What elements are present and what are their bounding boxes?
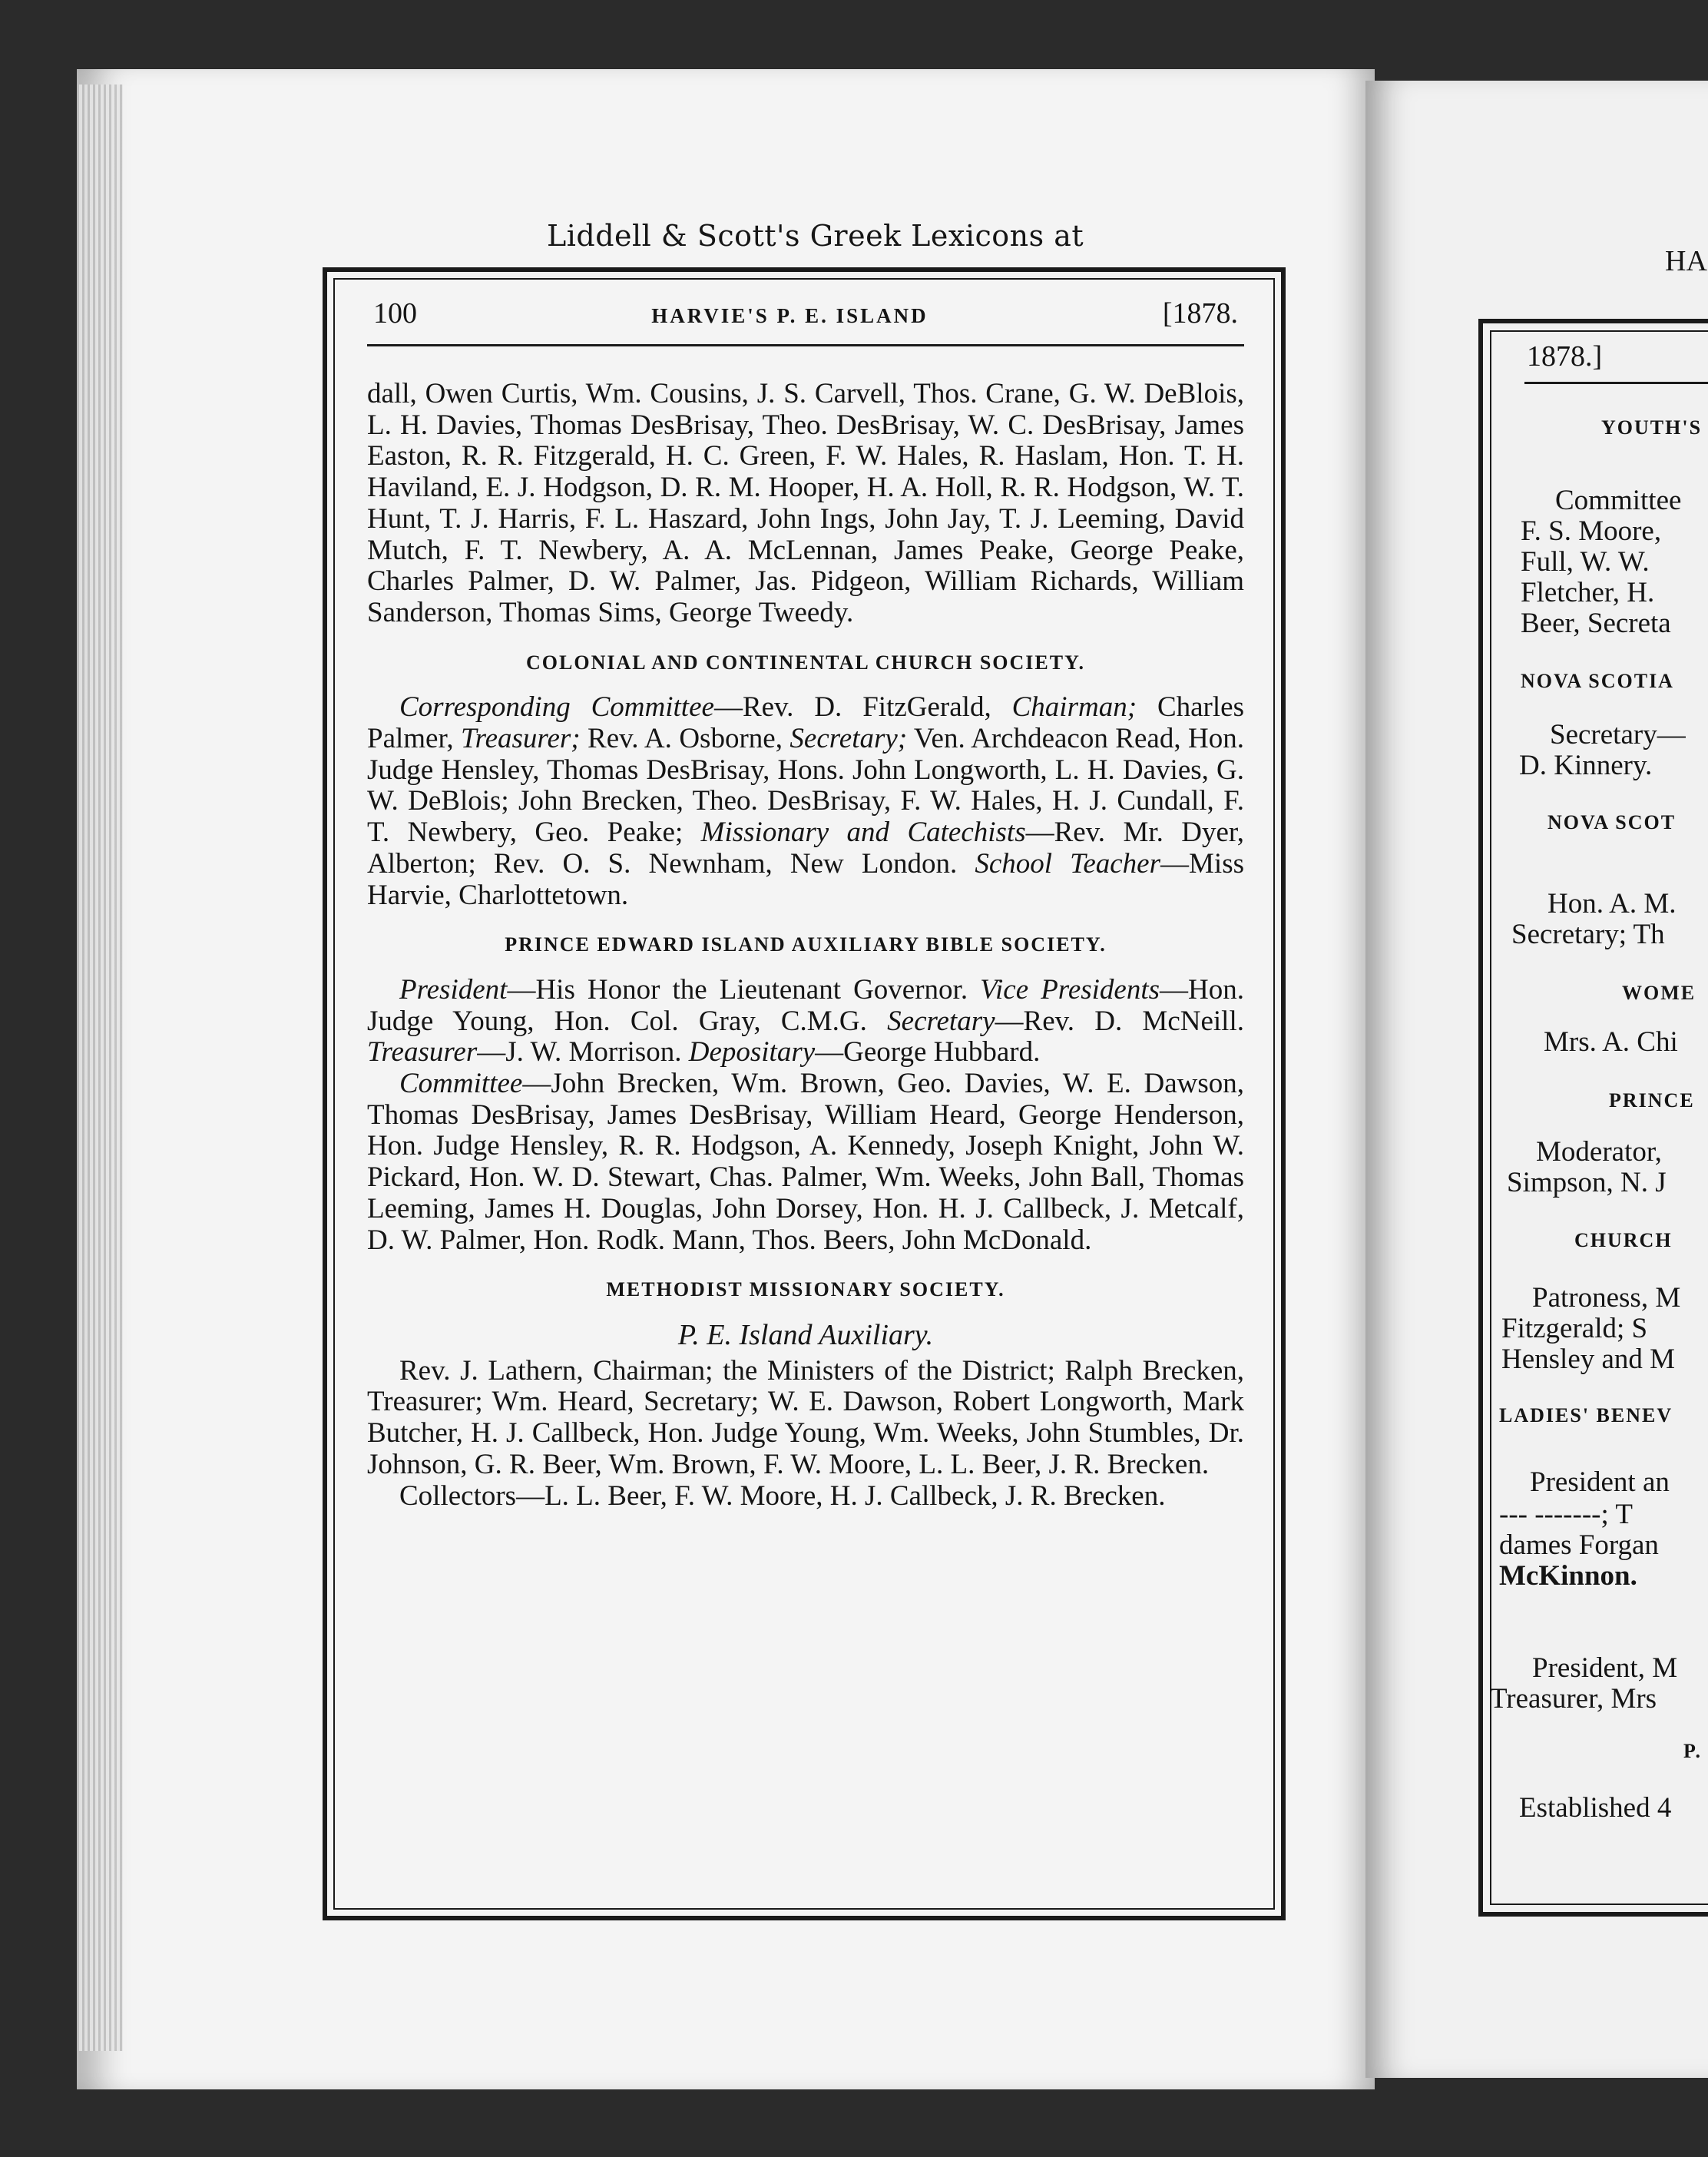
page-number: 100 — [373, 297, 417, 330]
bible-society-heading: PRINCE EDWARD ISLAND AUXILIARY BIBLE SOCIETY. — [505, 933, 1107, 956]
right-line: Hon. A. M. — [1547, 888, 1677, 919]
role-label: Vice Presidents — [980, 973, 1160, 1006]
running-header — [367, 298, 1244, 346]
right-line: F. S. Moore, — [1521, 515, 1662, 547]
right-line: Fletcher, H. — [1521, 577, 1655, 608]
role-label: Chairman; — [1011, 691, 1137, 724]
role-text: Rev. A. Osborne, — [580, 723, 790, 755]
top-advertisement: Liddell & Scott's Greek Lexicons at — [547, 219, 1084, 253]
right-line: NOVA SCOT — [1547, 811, 1677, 833]
role-text: —J. W. Morrison. — [477, 1036, 689, 1069]
opening-paragraph: dall, Owen Curtis, Wm. Cousins, J. S. Carvell, Thos. Crane, G. W. DeBlois, L. H. Davies, Thomas DesBrisay, Theo. DesBrisay, W. C. DesBrisay, James Easton, R. R. Fitzgerald, H. C. Green, F. W. Hales, R. Haslam, Hon. T. H. Haviland, E. J. Hodgson, D. R. M. Hooper, H. A. Holl, R. R. Hodgson, W. T. Hunt, T. J. Harris, F. L. Haszard, John Ings, John Jay, T. J. Leeming, David Mutch, F. T. Newbery, A. A. McLennan, James Peake, George Peake, Charles Palmer, D. W. Palmer, Jas. Pidgeon, William Richards, William Sanderson, Thomas Sims, George Tweedy. — [367, 378, 1244, 628]
bible-society-committee — [367, 1069, 1244, 1256]
role-text: —John Brecken, Wm. Brown, Geo. Davies, W. E. Dawson, Thomas DesBrisay, James DesBrisay, William Heard, George Henderson, Hon. Judge Hensley, R. R. Hodgson, A. Kennedy, Joseph Knight, John W. Pickard, Hon. W. D. Stewart, Chas. Palmer, Wm. Weeks, John Ball, Thomas Leeming, James H. Douglas, John Dorsey, Hon. H. J. Callbeck, J. Metcalf, D. W. Palmer, Hon. Rodk. Mann, Thos. Beers, John McDonald. — [367, 1068, 1244, 1256]
role-text: —George Hubbard. — [815, 1036, 1041, 1069]
methodist-paragraph: Rev. J. Lathern, Chairman; the Ministers of the District; Ralph Brecken, Treasurer; Wm. Heard, Secretary; W. E. Dawson, Robert Longworth, Mark Butcher, H. J. Callbeck, Hon. Judge Young, Wm. Weeks, John Stumbles, Dr. Johnson, G. R. Beer, Wm. Brown, F. W. Moore, L. L. Beer, J. R. Brecken. — [367, 1354, 1244, 1480]
role-label: Depositary — [688, 1036, 816, 1069]
role-label: School Teacher — [975, 847, 1161, 880]
role-label: Committee — [399, 1068, 523, 1100]
role-label: Secretary; — [789, 723, 908, 755]
role-label: Corresponding Committee — [399, 691, 714, 724]
role-text: —Miss Harvie, Charlottetown. — [367, 847, 1244, 911]
right-line: Full, W. W. — [1521, 546, 1650, 578]
right-line: Secretary; Th — [1511, 919, 1665, 950]
right-line: Secretary— — [1550, 719, 1686, 750]
right-line: --- -------; T — [1499, 1499, 1633, 1530]
right-line: Simpson, N. J — [1507, 1167, 1667, 1198]
colonial-society-heading: COLONIAL AND CONTINENTAL CHURCH SOCIETY. — [526, 651, 1085, 674]
right-line: PRINCE — [1609, 1089, 1695, 1112]
running-title: HARVIE'S P. E. ISLAND — [651, 304, 928, 327]
right-line: dames Forgan — [1499, 1529, 1659, 1561]
right-line: LADIES' BENEV — [1499, 1404, 1673, 1426]
methodist-subheading: P. E. Island Auxiliary. — [677, 1318, 934, 1351]
right-line: McKinnon. — [1499, 1560, 1637, 1592]
right-line: Beer, Secreta — [1521, 608, 1671, 639]
running-year: [1878. — [1162, 297, 1238, 330]
right-running-head: HA — [1665, 245, 1707, 277]
role-text: —His Honor the Lieutenant Governor. — [507, 973, 981, 1006]
right-line: Committee — [1555, 485, 1682, 516]
right-line: Treasurer, Mrs — [1490, 1683, 1657, 1715]
right-line: D. Kinnery. — [1519, 750, 1653, 781]
role-label: Missionary and Catechists — [700, 817, 1026, 849]
role-text: —Rev. Mr. Dyer, Alberton; Rev. O. S. Newnham, New London. — [367, 817, 1245, 880]
right-line: Established 4 — [1519, 1792, 1672, 1824]
right-line: President, M — [1532, 1652, 1678, 1684]
right-line: Hensley and M — [1501, 1344, 1676, 1375]
role-label: Secretary — [887, 1005, 995, 1037]
right-line: President an — [1530, 1466, 1670, 1498]
right-line: NOVA SCOTIA — [1521, 670, 1674, 692]
right-line: P. — [1683, 1740, 1702, 1762]
page-content — [367, 298, 1244, 1896]
right-line: Patroness, M — [1532, 1282, 1681, 1314]
right-line: Fitzgerald; S — [1501, 1313, 1648, 1344]
role-text: —Hon. Judge Young, Hon. Col. Gray, C.M.G. — [367, 973, 1245, 1037]
right-header-rule — [1524, 382, 1708, 384]
role-label: Treasurer — [367, 1036, 478, 1069]
colonial-society-paragraph — [367, 692, 1244, 911]
right-line: WOME — [1622, 982, 1696, 1004]
right-line: Moderator, — [1536, 1136, 1662, 1168]
page-edges — [77, 84, 123, 2051]
bible-society-officers — [367, 975, 1244, 1069]
body-text — [367, 379, 1244, 1512]
right-page-year: 1878.] — [1527, 340, 1603, 373]
right-line: Mrs. A. Chi — [1544, 1026, 1678, 1058]
role-text: Ven. Archdeacon Read, Hon. Judge Hensley, Thomas DesBrisay, Hons. John Longworth, L. H. Davies, G. W. DeBlois; John Brecken, Theo. DesBrisay, F. W. Hales, H. J. Cundall, F. T. Newbery, Geo. Peake; — [367, 723, 1244, 849]
methodist-collectors: Collectors—L. L. Beer, F. W. Moore, H. J. Callbeck, J. R. Brecken. — [399, 1479, 1166, 1512]
role-text: —Rev. D. FitzGerald, — [713, 691, 1012, 724]
role-label: President — [399, 973, 508, 1006]
right-line: CHURCH — [1574, 1229, 1673, 1251]
role-label: Treasurer; — [461, 723, 581, 755]
role-text: Charles Palmer, — [367, 691, 1244, 755]
role-text: —Rev. D. McNeill. — [995, 1005, 1244, 1037]
right-line: YOUTH'S — [1601, 416, 1703, 439]
methodist-society-heading: METHODIST MISSIONARY SOCIETY. — [606, 1278, 1005, 1301]
